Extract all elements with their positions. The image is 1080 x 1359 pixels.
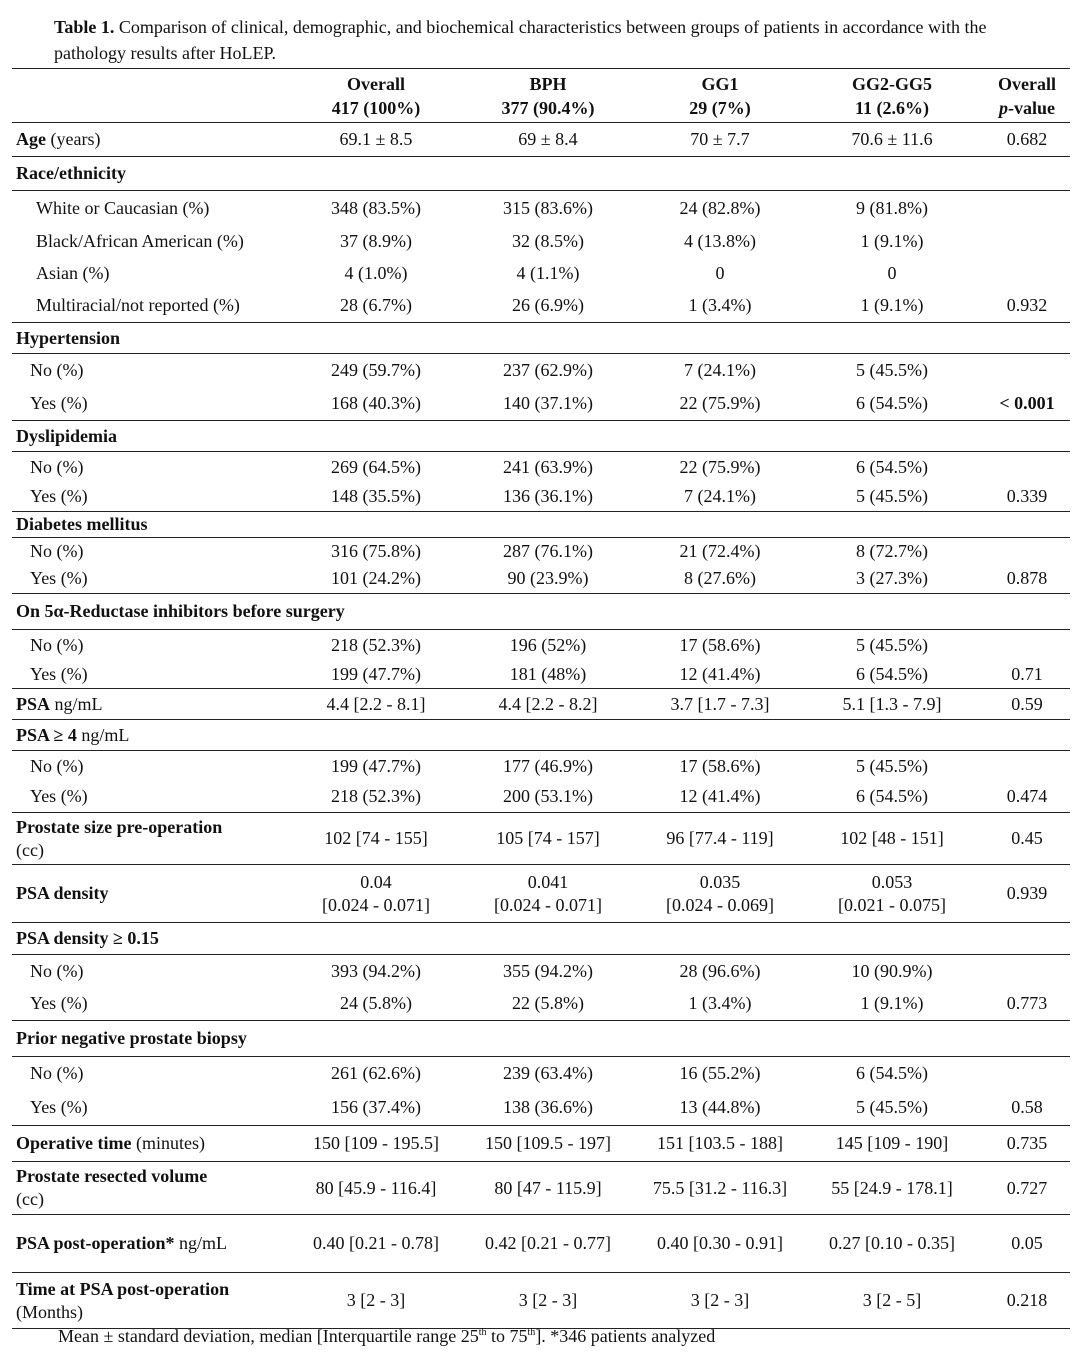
p-value-cell: 0.58: [984, 1090, 1070, 1126]
section-label: On 5α-Reductase inhibitors before surgery: [12, 594, 1070, 630]
table-row: [12, 1090, 1070, 1126]
section-label: Dyslipidemia: [12, 421, 1070, 452]
p-value-cell: [984, 258, 1070, 289]
cell: 316 (75.8%): [331, 540, 421, 561]
row-label: Yes (%): [12, 661, 296, 689]
cell: 0.27 [0.10 - 0.35]: [800, 1215, 984, 1273]
cell: 148 (35.5%): [296, 483, 456, 512]
row-label: Time at PSA post-operation (Months): [12, 1273, 296, 1329]
cell: 21 (72.4%): [679, 540, 761, 561]
table-row: [12, 865, 1070, 923]
cell: 200 (53.1%): [456, 782, 640, 813]
section-label: Prior negative prostate biopsy: [12, 1021, 1070, 1057]
table-row: [12, 258, 1070, 289]
cell: 0: [887, 262, 897, 283]
row-label: PSA post-operation* ng/mL: [12, 1215, 296, 1273]
cell: 3.7 [1.7 - 7.3]: [640, 689, 800, 720]
header-bph: BPH 377 (90.4%): [456, 69, 640, 123]
row-label: No (%): [30, 1062, 84, 1083]
cell: 101 (24.2%): [296, 565, 456, 594]
cell: 168 (40.3%): [296, 387, 456, 421]
cell: 8 (27.6%): [640, 565, 800, 594]
table-row: [12, 123, 1070, 157]
header-overall: Overall 417 (100%): [296, 69, 456, 123]
table-row: [12, 630, 1070, 661]
cell: 3 [2 - 3]: [296, 1273, 456, 1329]
table-row: [12, 483, 1070, 512]
section-header-row: [12, 720, 1070, 751]
cell: 4 (13.8%): [684, 231, 756, 251]
cell: 0: [715, 262, 725, 283]
section-header-row: [12, 594, 1070, 630]
row-label: PSA ng/mL: [12, 689, 296, 720]
cell: 80 [45.9 - 116.4]: [296, 1162, 456, 1215]
row-label: Yes (%): [12, 387, 296, 421]
cell: 196 (52%): [509, 634, 587, 655]
row-label: Prostate size pre-operation (cc): [12, 813, 296, 865]
cell: 7 (24.1%): [684, 359, 756, 380]
cell: 26 (6.9%): [456, 289, 640, 323]
p-value-cell: [984, 751, 1070, 782]
table-caption: [54, 14, 1054, 66]
section-header-row: [12, 323, 1070, 354]
section-label: PSA density ≥ 0.15: [12, 923, 1070, 955]
cell: 22 (75.9%): [679, 456, 761, 477]
cell: 239 (63.4%): [503, 1062, 593, 1083]
section-label: Hypertension: [12, 323, 1070, 354]
cell: 1 (9.1%): [800, 988, 984, 1021]
section-header-row: [12, 421, 1070, 452]
p-value-cell: 0.05: [984, 1215, 1070, 1273]
row-label: Yes (%): [12, 1090, 296, 1126]
cell: 17 (58.6%): [679, 755, 761, 776]
cell: 28 (96.6%): [679, 960, 761, 981]
row-label: Age (years): [12, 123, 296, 157]
p-value-cell: [984, 955, 1070, 988]
p-value-cell: 0.682: [984, 123, 1070, 157]
cell: 177 (46.9%): [503, 755, 593, 776]
cell: 0.42 [0.21 - 0.77]: [456, 1215, 640, 1273]
row-label: Yes (%): [12, 483, 296, 512]
p-value-cell: [984, 452, 1070, 483]
cell: 8 (72.7%): [856, 540, 928, 561]
row-label: No (%): [30, 540, 84, 561]
cell: 5.1 [1.3 - 7.9]: [800, 689, 984, 720]
cell: 150 [109.5 - 197]: [456, 1126, 640, 1162]
table-row: [12, 813, 1070, 865]
section-header-row: [12, 1021, 1070, 1057]
cell: 80 [47 - 115.9]: [456, 1162, 640, 1215]
p-value-cell: [984, 630, 1070, 661]
cell: 261 (62.6%): [331, 1062, 421, 1083]
section-label: Race/ethnicity: [12, 157, 1070, 191]
table-row: [12, 955, 1070, 988]
p-value-cell: 0.474: [984, 782, 1070, 813]
row-label: PSA density: [12, 865, 296, 923]
caption-text: Comparison of clinical, demographic, and biochemical characteristics between groups of patients in accordance with the pathology results after HoLEP.: [54, 17, 987, 63]
caption-lead: Table 1.: [54, 17, 115, 37]
cell: 1 (3.4%): [640, 289, 800, 323]
cell: 102 [48 - 151]: [800, 813, 984, 865]
cell: 138 (36.6%): [456, 1090, 640, 1126]
cell: 17 (58.6%): [679, 634, 761, 655]
cell: 90 (23.9%): [456, 565, 640, 594]
row-label: No (%): [30, 755, 84, 776]
p-value-cell: < 0.001: [984, 387, 1070, 421]
row-label: No (%): [30, 634, 84, 655]
p-value-cell: 0.59: [984, 689, 1070, 720]
cell: 4 (1.0%): [344, 262, 408, 283]
p-value-cell: 0.939: [984, 865, 1070, 923]
cell: 24 (5.8%): [296, 988, 456, 1021]
section-header-row: [12, 512, 1070, 538]
p-value-cell: 0.773: [984, 988, 1070, 1021]
cell: 5 (45.5%): [856, 359, 928, 380]
cell: 13 (44.8%): [640, 1090, 800, 1126]
cell: 75.5 [31.2 - 116.3]: [640, 1162, 800, 1215]
cell: 151 [103.5 - 188]: [640, 1126, 800, 1162]
cell: 393 (94.2%): [331, 960, 421, 981]
p-value-cell: 0.218: [984, 1273, 1070, 1329]
row-label: Multiracial/not reported (%): [12, 289, 296, 323]
table-row: [12, 387, 1070, 421]
cell: 96 [77.4 - 119]: [640, 813, 800, 865]
cell: 12 (41.4%): [640, 782, 800, 813]
cell: 0.053 [0.021 - 0.075]: [800, 865, 984, 923]
header-row: [12, 69, 1070, 123]
cell: 249 (59.7%): [331, 359, 421, 380]
cell: 5 (45.5%): [856, 634, 928, 655]
p-value-cell: 0.878: [984, 565, 1070, 594]
p-value-cell: [984, 354, 1070, 387]
characteristics-table: [12, 68, 1070, 1329]
cell: 3 [2 - 3]: [456, 1273, 640, 1329]
cell: 218 (52.3%): [296, 782, 456, 813]
cell: 55 [24.9 - 178.1]: [800, 1162, 984, 1215]
cell: 0.041 [0.024 - 0.071]: [456, 865, 640, 923]
cell: 156 (37.4%): [296, 1090, 456, 1126]
section-label: Diabetes mellitus: [12, 512, 1070, 538]
cell: 3 [2 - 5]: [800, 1273, 984, 1329]
cell: 4.4 [2.2 - 8.2]: [456, 689, 640, 720]
cell: 6 (54.5%): [800, 387, 984, 421]
cell: 355 (94.2%): [503, 960, 593, 981]
cell: 199 (47.7%): [331, 755, 421, 776]
row-label: White or Caucasian (%): [36, 197, 210, 218]
table-row: [12, 751, 1070, 782]
row-label: No (%): [30, 456, 84, 477]
table-row: [12, 1273, 1070, 1329]
cell: 28 (6.7%): [296, 289, 456, 323]
table-row: [12, 1215, 1070, 1273]
row-label: No (%): [30, 359, 84, 380]
cell: 3 (27.3%): [800, 565, 984, 594]
cell: 0.40 [0.30 - 0.91]: [640, 1215, 800, 1273]
cell: 269 (64.5%): [331, 456, 421, 477]
cell: 0.40 [0.21 - 0.78]: [296, 1215, 456, 1273]
section-label: PSA ≥ 4 ng/mL: [12, 720, 1070, 751]
row-label: Yes (%): [12, 782, 296, 813]
table-row: [12, 191, 1070, 226]
table-row: [12, 1126, 1070, 1162]
table-row: [12, 226, 1070, 258]
cell: 199 (47.7%): [296, 661, 456, 689]
p-value-cell: 0.932: [984, 289, 1070, 323]
cell: 218 (52.3%): [331, 634, 421, 655]
header-p-value: Overall p-value: [984, 69, 1070, 123]
p-value-cell: [984, 191, 1070, 226]
cell: 70.6 ± 11.6: [800, 123, 984, 157]
cell: 22 (5.8%): [456, 988, 640, 1021]
cell: 241 (63.9%): [503, 456, 593, 477]
cell: 6 (54.5%): [856, 1062, 928, 1083]
cell: 69 ± 8.4: [456, 123, 640, 157]
table-row: [12, 661, 1070, 689]
cell: 0.04 [0.024 - 0.071]: [296, 865, 456, 923]
header-gg2-gg5: GG2-GG5 11 (2.6%): [800, 69, 984, 123]
cell: 5 (45.5%): [856, 755, 928, 776]
cell: 140 (37.1%): [456, 387, 640, 421]
cell: 32 (8.5%): [512, 231, 584, 251]
p-value-cell: 0.71: [984, 661, 1070, 689]
cell: 7 (24.1%): [640, 483, 800, 512]
table-row: [12, 565, 1070, 594]
cell: 150 [109 - 195.5]: [296, 1126, 456, 1162]
cell: 315 (83.6%): [503, 197, 593, 218]
p-value-cell: [984, 538, 1070, 565]
cell: 22 (75.9%): [640, 387, 800, 421]
cell: 3 [2 - 3]: [640, 1273, 800, 1329]
p-value-cell: [984, 226, 1070, 258]
cell: 10 (90.9%): [851, 960, 933, 981]
cell: 9 (81.8%): [856, 197, 928, 218]
cell: 69.1 ± 8.5: [296, 123, 456, 157]
section-header-row: [12, 157, 1070, 191]
cell: 1 (3.4%): [640, 988, 800, 1021]
row-label: Black/African American (%): [36, 231, 244, 251]
cell: 6 (54.5%): [800, 782, 984, 813]
table-row: [12, 1057, 1070, 1090]
cell: 4 (1.1%): [516, 262, 580, 283]
cell: 136 (36.1%): [456, 483, 640, 512]
section-header-row: [12, 923, 1070, 955]
cell: 6 (54.5%): [856, 456, 928, 477]
header-gg1: GG1 29 (7%): [640, 69, 800, 123]
table-row: [12, 782, 1070, 813]
row-label: Operative time (minutes): [12, 1126, 296, 1162]
cell: 12 (41.4%): [640, 661, 800, 689]
cell: 348 (83.5%): [331, 197, 421, 218]
p-value-cell: 0.735: [984, 1126, 1070, 1162]
cell: 6 (54.5%): [800, 661, 984, 689]
cell: 105 [74 - 157]: [456, 813, 640, 865]
cell: 5 (45.5%): [800, 1090, 984, 1126]
table-row: [12, 988, 1070, 1021]
cell: 237 (62.9%): [503, 359, 593, 380]
cell: 102 [74 - 155]: [296, 813, 456, 865]
p-value-cell: [984, 1057, 1070, 1090]
cell: 4.4 [2.2 - 8.1]: [296, 689, 456, 720]
table-row: [12, 1162, 1070, 1215]
cell: 1 (9.1%): [800, 289, 984, 323]
row-label: Yes (%): [12, 988, 296, 1021]
p-value-cell: 0.339: [984, 483, 1070, 512]
cell: 145 [109 - 190]: [800, 1126, 984, 1162]
cell: 0.035 [0.024 - 0.069]: [640, 865, 800, 923]
cell: 5 (45.5%): [800, 483, 984, 512]
cell: 181 (48%): [456, 661, 640, 689]
p-value-cell: 0.727: [984, 1162, 1070, 1215]
row-label: Prostate resected volume (cc): [12, 1162, 296, 1215]
table-row: [12, 452, 1070, 483]
cell: 1 (9.1%): [860, 231, 924, 251]
table-row: [12, 289, 1070, 323]
p-value-cell: 0.45: [984, 813, 1070, 865]
table-row: [12, 538, 1070, 565]
row-label: No (%): [30, 960, 84, 981]
cell: 70 ± 7.7: [640, 123, 800, 157]
table-footnote: Mean ± standard deviation, median [Interquartile range 25th to 75th]. *346 patients analyzed: [58, 1326, 716, 1346]
table-row: [12, 689, 1070, 720]
row-label: Yes (%): [12, 565, 296, 594]
cell: 16 (55.2%): [679, 1062, 761, 1083]
header-empty: [12, 69, 296, 123]
row-label: Asian (%): [36, 262, 110, 283]
cell: 37 (8.9%): [340, 231, 412, 251]
cell: 287 (76.1%): [503, 540, 593, 561]
cell: 24 (82.8%): [679, 197, 761, 218]
table-row: [12, 354, 1070, 387]
